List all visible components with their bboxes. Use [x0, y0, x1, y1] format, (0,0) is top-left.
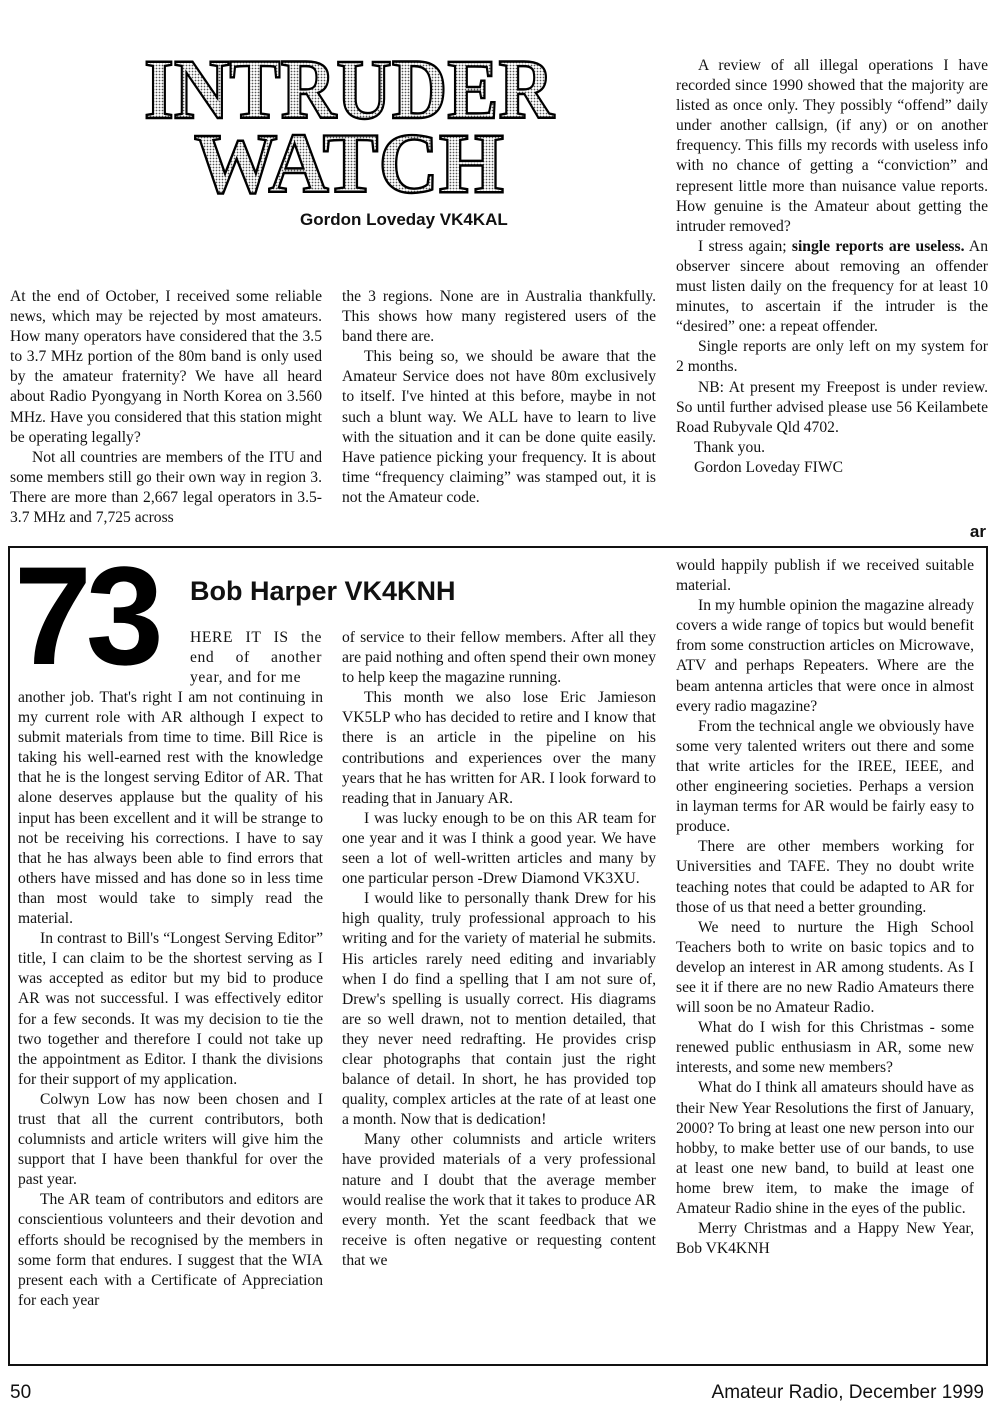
paragraph: At the end of October, I received some reliable news, which may be rejected by most amateurs. How many operators have considered that the 3.5 to 3.7 MHz portion of the 80m band is only used by the amateur fraternity? We have all heard about Radio Pyongyang in North Korea on 3.560 MHz. Have you considered that this station might be operating legally?: [10, 288, 322, 446]
paragraph: What do I wish for this Christmas - some renewed public enthusiasm in AR, some new interests, and some new members?: [676, 1019, 974, 1077]
page-number: 50: [10, 1382, 32, 1403]
paragraph: Not all countries are members of the ITU and some members still go their own way in region 3. There are more than 2,667 legal operators in 3.5-3.7 MHz and 7,725 across: [10, 448, 322, 527]
paragraph: of service to their fellow members. After all they are paid nothing and often spend their own money to help keep the magazine running.: [342, 629, 656, 687]
paragraph: would happily publish if we received suitable material.: [676, 557, 974, 595]
paragraph: There are other members working for Universities and TAFE. They no doubt write teaching notes that could be adapted to AR for those of us that need a better grounding.: [676, 838, 974, 916]
stress-bold: single reports are useless.: [791, 237, 965, 255]
paragraph: This being so, we should be aware that the Amateur Service does not have 80m exclusively to itself. I've hinted at this before, maybe in not such a blunt way. We ALL have to learn to live with the situation and it can be done quite easily. Have patience picking your frequency. It is about time “frequency claiming” was stamped out, it is not the Amateur code.: [342, 348, 656, 506]
paragraph-stress: [676, 237, 988, 337]
paragraph: The AR team of contributors and editors are conscientious volunteers and their devotion and efforts should be recognised by the members in some form that endures. I suggest that the WIA present each with a Certificate of Appreciation for each year: [18, 1191, 323, 1309]
intruder-watch-author: Gordon Loveday VK4KAL: [300, 210, 508, 229]
paragraph: NB: At present my Freepost is under review. So until further advised please use 56 Keilambete Road Rubyvale Qld 4702.: [676, 378, 988, 436]
signature: Gordon Loveday FIWC: [694, 458, 843, 476]
paragraph: the 3 regions. None are in Australia thankfully. This shows how many registered users of the band there are.: [342, 288, 656, 346]
stress-lead: I stress again;: [698, 237, 792, 255]
stress-rest: An observer sincere about removing an offender must listen daily on the frequency for at least 10 minutes, to ascertain if the intruder is the “desired” one: a repeat offender.: [676, 237, 988, 336]
seventy-three-dropcap-text: [190, 628, 322, 688]
paragraph: This month we also lose Eric Jamieson VK5LP who has decided to retire and I know that there is an article in the pipeline on his contributions and experiences over the many years that he has written for AR. I look forward to reading that in January AR.: [342, 689, 656, 807]
big-73-heading: 73: [14, 537, 158, 694]
paragraph: We need to nurture the High School Teachers both to write on basic topics and to develop an interest in AR among students. As I see it if there are no new Radio Amateurs there will soon be no Amateur Radio.: [676, 918, 974, 1017]
paragraph: A review of all illegal operations I have recorded since 1990 showed that the majority are listed as once only. They possibly “offend” daily under another callsign, (if any) or on another frequency. This fills my records with useless info with no chance of getting a “conviction” and represent little more than nuisance value reports. How genuine is the Amateur about getting the intruder removed?: [676, 57, 988, 235]
seventy-three-author: Bob Harper VK4KNH: [190, 576, 456, 606]
paragraph: I would like to personally thank Drew for his high quality, truly professional approach to his writing and for the variety of material he submits. His articles rarely need editing and invariably when I do find a spelling that I am not sure of, Drew's spelling is usually correct. His diagrams are so well drawn, not to mention detailed, that they never need redrafting. He provides crisp clear photographs that contain just the right balance of detail. In short, he has provided top quality, complex articles at the rate of at least one a month. Now that is dedication!: [342, 890, 656, 1129]
intruder-watch-column-3: [676, 56, 988, 478]
seventy-three-column-2: [342, 628, 656, 1271]
paragraph: another job. That's right I am not continuing in my current role with AR although I expect to submit materials from time to time. Bill Rice is taking his well-earned rest with the knowledge that he is the longest serving Editor of AR. That alone deserves applause but the quality of his input has been excellent and it will be strange to not be receiving his corrections. I have to say that he has always been able to find errors that others have missed and has done so in less time than most would take to simply read the material.: [18, 689, 323, 928]
paragraph: In my humble opinion the magazine already covers a wide range of topics but would benefit from some construction articles on Microwave, ATV and perhaps Repeaters. Where are the beam antenna articles that were once in almost every radio magazine?: [676, 597, 974, 715]
logo-line-2: WATCH: [194, 115, 504, 200]
paragraph: Colwyn Low has now been chosen and I trust that all the current contributors, both columnists and article writers will give him the support that I have been thankful for over the past year.: [18, 1090, 323, 1189]
paragraph: I was lucky enough to be on this AR team for one year and it was I think a good year. We have seen a lot of well-written articles and many by one particular person -Drew Diamond VK3XU.: [342, 809, 656, 888]
paragraph: In contrast to Bill's “Longest Serving Editor” title, I can claim to be the shortest serving as I was accepted as editor but my bid to produce AR was not successful. I was effectively editor for a few seconds. It was my decision to tie the two together and therefore I could not take up the appointment as Editor. I thank the divisions for their support of my application.: [18, 930, 323, 1088]
running-title: Amateur Radio, December 1999: [711, 1382, 984, 1403]
intruder-watch-logo: [134, 52, 564, 200]
paragraph: Single reports are only left on my system for 2 months.: [676, 338, 988, 376]
seventy-three-column-3: [676, 556, 974, 1259]
end-mark: ar: [969, 522, 986, 541]
paragraph: HERE IT IS the end of another year, and for me: [190, 629, 322, 686]
seventy-three-column-1: [18, 688, 323, 1311]
paragraph: Many other columnists and article writers have provided materials of a very professional nature and I doubt that the average member would realise the work that it takes to produce AR every month. Yet the scant feedback that we receive is often negative or requesting content that we: [342, 1131, 656, 1269]
logo-line-1: INTRUDER: [144, 52, 555, 137]
paragraph: What do I think all amateurs should have as their New Year Resolutions the first of January, 2000? To bring at least one new person into our hobby, to make better use of our bands, to use at least one new band, to build at least one home brew item, to make the image of Amateur Radio shine in the eyes of the public.: [676, 1079, 974, 1217]
intruder-watch-column-2: [342, 287, 656, 508]
intruder-watch-column-1: [10, 287, 322, 528]
paragraph: Thank you.: [694, 438, 766, 456]
paragraph: Merry Christmas and a Happy New Year, Bob VK4KNH: [676, 1220, 974, 1258]
paragraph: From the technical angle we obviously have some very talented writers out there and some that write articles for the IREE, IEEE, and other engineering societies. Perhaps a version in layman terms for AR would be fairly easy to produce.: [676, 717, 974, 836]
